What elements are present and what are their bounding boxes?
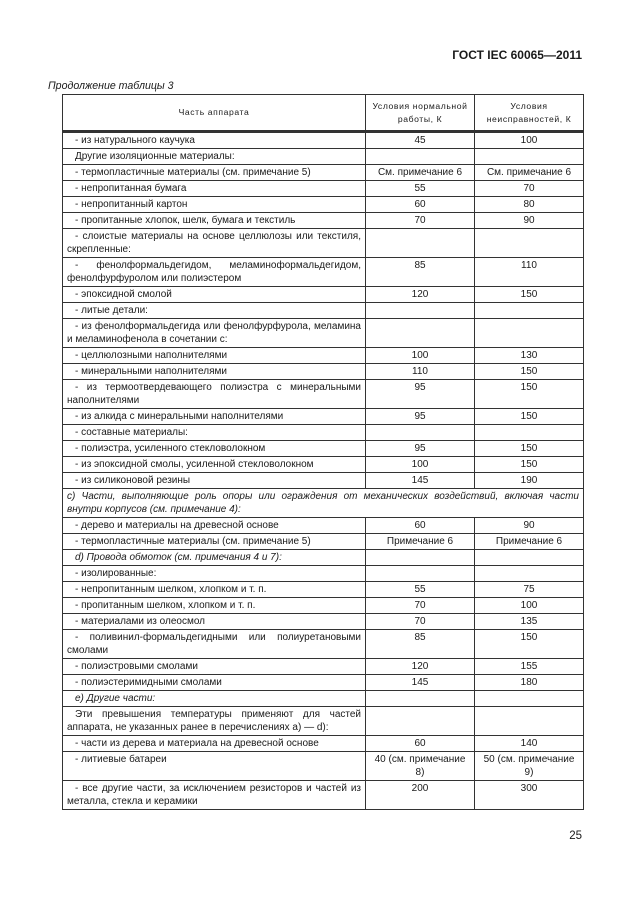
part-cell: - литиевые батареи xyxy=(63,752,366,781)
normal-value-cell xyxy=(366,707,475,736)
fault-value-cell: 150 xyxy=(475,287,584,303)
fault-value-cell: См. примечание 6 xyxy=(475,165,584,181)
part-cell: d) Провода обмоток (см. примечания 4 и 7): xyxy=(63,550,366,566)
table-row xyxy=(63,149,584,165)
fault-value-cell: 130 xyxy=(475,348,584,364)
part-cell: - эпоксидной смолой xyxy=(63,287,366,303)
part-cell: - из силиконовой резины xyxy=(63,473,366,489)
page-number: 25 xyxy=(569,830,582,842)
table-row xyxy=(63,213,584,229)
normal-value-cell xyxy=(366,149,475,165)
fault-value-cell: 180 xyxy=(475,675,584,691)
normal-value-cell xyxy=(366,550,475,566)
normal-value-cell: 200 xyxy=(366,781,475,810)
part-cell: - из эпоксидной смолы, усиленной стекловолокном xyxy=(63,457,366,473)
table-row xyxy=(63,364,584,380)
table-row xyxy=(63,181,584,197)
normal-value-cell: 110 xyxy=(366,364,475,380)
fault-value-cell: 155 xyxy=(475,659,584,675)
table-row xyxy=(63,319,584,348)
fault-value-cell: 100 xyxy=(475,132,584,149)
fault-value-cell: 150 xyxy=(475,441,584,457)
table-row xyxy=(63,380,584,409)
part-cell: - все другие части, за исключением резисторов и частей из металла, стекла и керамики xyxy=(63,781,366,810)
table-row xyxy=(63,425,584,441)
table-row xyxy=(63,598,584,614)
fault-value-cell: 80 xyxy=(475,197,584,213)
table-row xyxy=(63,534,584,550)
fault-value-cell: 90 xyxy=(475,213,584,229)
table-row xyxy=(63,197,584,213)
normal-value-cell: 100 xyxy=(366,348,475,364)
table-row xyxy=(63,258,584,287)
normal-value-cell: Примечание 6 xyxy=(366,534,475,550)
normal-value-cell: 45 xyxy=(366,132,475,149)
table-row xyxy=(63,473,584,489)
fault-value-cell: 75 xyxy=(475,582,584,598)
part-cell: - непропитанный картон xyxy=(63,197,366,213)
part-cell: - части из дерева и материала на древесной основе xyxy=(63,736,366,752)
column-header-part: Часть аппарата xyxy=(63,95,366,131)
table-row xyxy=(63,132,584,149)
normal-value-cell xyxy=(366,566,475,582)
part-cell: - материалами из олеосмол xyxy=(63,614,366,630)
table-row xyxy=(63,409,584,425)
normal-value-cell xyxy=(366,229,475,258)
part-cell: - термопластичные материалы (см. примечание 5) xyxy=(63,534,366,550)
normal-value-cell: 95 xyxy=(366,380,475,409)
normal-value-cell: 40 (см. примечание 8) xyxy=(366,752,475,781)
normal-value-cell xyxy=(366,691,475,707)
fault-value-cell: Примечание 6 xyxy=(475,534,584,550)
normal-value-cell: 55 xyxy=(366,181,475,197)
table-row xyxy=(63,691,584,707)
part-cell: - из натурального каучука xyxy=(63,132,366,149)
table-row xyxy=(63,303,584,319)
normal-value-cell: 70 xyxy=(366,614,475,630)
fault-value-cell xyxy=(475,550,584,566)
part-cell: - полиэстеримидными смолами xyxy=(63,675,366,691)
fault-value-cell: 190 xyxy=(475,473,584,489)
normal-value-cell: 60 xyxy=(366,736,475,752)
table-row xyxy=(63,550,584,566)
normal-value-cell xyxy=(366,319,475,348)
part-cell: - изолированные: xyxy=(63,566,366,582)
temperature-rise-table xyxy=(62,94,584,810)
fault-value-cell xyxy=(475,691,584,707)
fault-value-cell xyxy=(475,319,584,348)
column-header-normal: Условия нормальной работы, К xyxy=(366,95,475,131)
part-cell: - непропитанная бумага xyxy=(63,181,366,197)
normal-value-cell: 95 xyxy=(366,409,475,425)
fault-value-cell: 100 xyxy=(475,598,584,614)
table-row xyxy=(63,752,584,781)
table-body xyxy=(63,132,584,810)
fault-value-cell: 300 xyxy=(475,781,584,810)
part-cell: - непропитанным шелком, хлопком и т. п. xyxy=(63,582,366,598)
part-cell: e) Другие части: xyxy=(63,691,366,707)
normal-value-cell xyxy=(366,425,475,441)
normal-value-cell: 85 xyxy=(366,630,475,659)
normal-value-cell: 100 xyxy=(366,457,475,473)
normal-value-cell: 120 xyxy=(366,659,475,675)
fault-value-cell: 70 xyxy=(475,181,584,197)
table-row xyxy=(63,348,584,364)
fault-value-cell: 110 xyxy=(475,258,584,287)
table-row xyxy=(63,518,584,534)
normal-value-cell: 145 xyxy=(366,675,475,691)
column-header-fault: Условия неисправностей, К xyxy=(475,95,584,131)
part-cell: - дерево и материалы на древесной основе xyxy=(63,518,366,534)
fault-value-cell xyxy=(475,707,584,736)
normal-value-cell: См. примечание 6 xyxy=(366,165,475,181)
fault-value-cell: 50 (см. примечание 9) xyxy=(475,752,584,781)
table-row xyxy=(63,736,584,752)
table-row xyxy=(63,675,584,691)
part-cell: - из термоотвердевающего полиэстра с минеральными наполнителями xyxy=(63,380,366,409)
part-cell: Другие изоляционные материалы: xyxy=(63,149,366,165)
fault-value-cell: 90 xyxy=(475,518,584,534)
fault-value-cell xyxy=(475,303,584,319)
fault-value-cell xyxy=(475,425,584,441)
table-row xyxy=(63,659,584,675)
part-cell: Эти превышения температуры применяют для частей аппарата, не указанных ранее в перечислениях а) — d): xyxy=(63,707,366,736)
fault-value-cell xyxy=(475,229,584,258)
normal-value-cell: 85 xyxy=(366,258,475,287)
part-cell: - литые детали: xyxy=(63,303,366,319)
table-continuation-caption: Продолжение таблицы 3 xyxy=(48,80,174,92)
fault-value-cell xyxy=(475,566,584,582)
part-cell: - целлюлозными наполнителями xyxy=(63,348,366,364)
part-cell: - минеральными наполнителями xyxy=(63,364,366,380)
table-row xyxy=(63,489,584,518)
fault-value-cell: 150 xyxy=(475,457,584,473)
table-row xyxy=(63,781,584,810)
part-cell: - поливинил-формальдегидными или полиуретановыми смолами xyxy=(63,630,366,659)
part-cell: - составные материалы: xyxy=(63,425,366,441)
fault-value-cell: 150 xyxy=(475,364,584,380)
part-cell: - из алкида с минеральными наполнителями xyxy=(63,409,366,425)
table-header-row xyxy=(63,95,584,131)
part-cell: - фенолформальдегидом, меламиноформальдегидом, фенолфурфуролом или полиэстером xyxy=(63,258,366,287)
table-row xyxy=(63,614,584,630)
fault-value-cell: 140 xyxy=(475,736,584,752)
normal-value-cell: 55 xyxy=(366,582,475,598)
normal-value-cell: 145 xyxy=(366,473,475,489)
table-row xyxy=(63,287,584,303)
normal-value-cell: 70 xyxy=(366,213,475,229)
table-row xyxy=(63,566,584,582)
standard-header: ГОСТ IEC 60065—2011 xyxy=(452,48,582,62)
table-row xyxy=(63,707,584,736)
table-row xyxy=(63,441,584,457)
table-row xyxy=(63,165,584,181)
fault-value-cell: 150 xyxy=(475,380,584,409)
normal-value-cell: 95 xyxy=(366,441,475,457)
normal-value-cell: 60 xyxy=(366,197,475,213)
table-row xyxy=(63,229,584,258)
table-row xyxy=(63,582,584,598)
normal-value-cell: 60 xyxy=(366,518,475,534)
table-row xyxy=(63,457,584,473)
part-cell: - термопластичные материалы (см. примечание 5) xyxy=(63,165,366,181)
section-heading-cell: c) Части, выполняющие роль опоры или ограждения от механических воздействий, включая части внутри корпусов (см. примечание 4): xyxy=(63,489,584,518)
fault-value-cell: 135 xyxy=(475,614,584,630)
fault-value-cell: 150 xyxy=(475,409,584,425)
part-cell: - пропитанным шелком, хлопком и т. п. xyxy=(63,598,366,614)
fault-value-cell: 150 xyxy=(475,630,584,659)
part-cell: - слоистые материалы на основе целлюлозы или текстиля, скрепленные: xyxy=(63,229,366,258)
table-row xyxy=(63,630,584,659)
part-cell: - полиэстра, усиленного стекловолокном xyxy=(63,441,366,457)
normal-value-cell: 120 xyxy=(366,287,475,303)
part-cell: - полиэстровыми смолами xyxy=(63,659,366,675)
fault-value-cell xyxy=(475,149,584,165)
normal-value-cell: 70 xyxy=(366,598,475,614)
part-cell: - пропитанные хлопок, шелк, бумага и текстиль xyxy=(63,213,366,229)
part-cell: - из фенолформальдегида или фенолфурфурола, меламина и меламинофенола в сочетании с: xyxy=(63,319,366,348)
normal-value-cell xyxy=(366,303,475,319)
